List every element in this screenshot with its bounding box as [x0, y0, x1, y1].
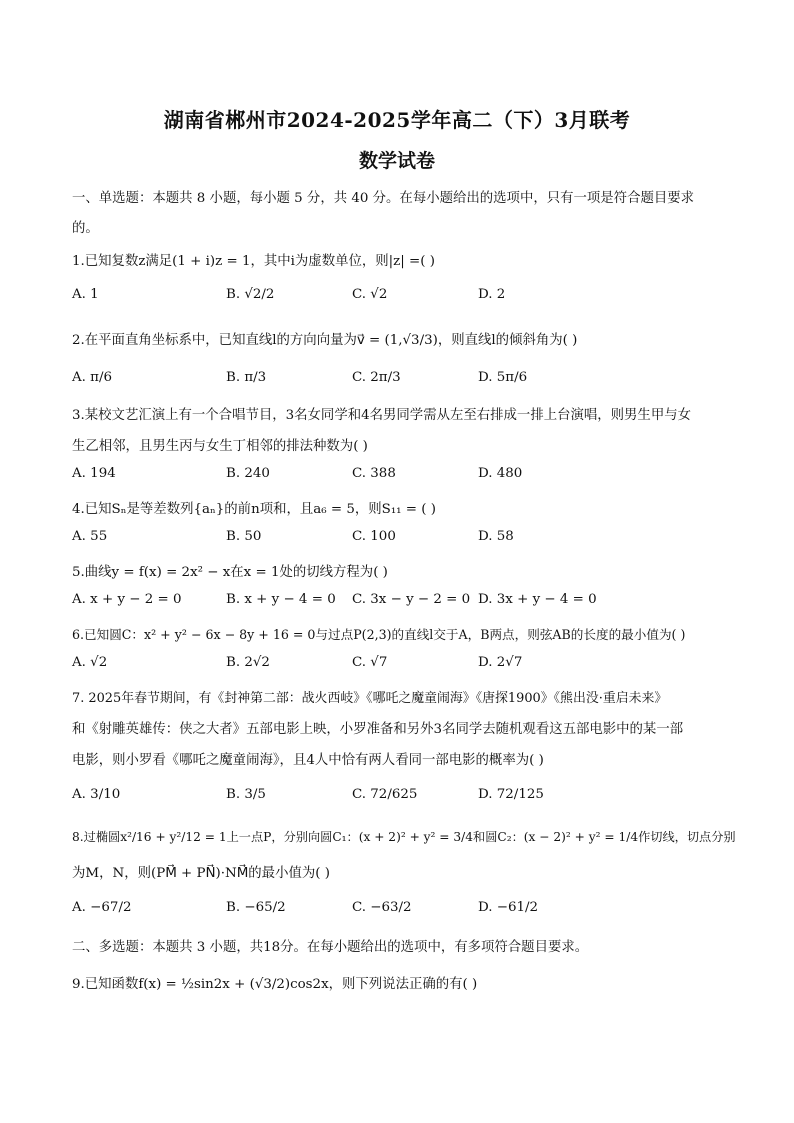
- option-d: D. 2√7: [478, 655, 523, 670]
- question-3-text-line-2: 生乙相邻，且男生丙与女生丁相邻的排法种数为( ): [72, 439, 368, 454]
- option-b: B. 2√2: [226, 655, 270, 670]
- option-d: D. −61/2: [478, 900, 539, 915]
- option-b: B. −65/2: [226, 900, 286, 915]
- question-8-text-line-1: 8.过椭圆x²/16 + y²/12 = 1上一点P，分别向圆C₁：(x + 2)² + y² = 3/4和圆C₂：(x − 2)² + y² = 1/4作切线，切点分别: [72, 830, 736, 844]
- question-6-text: 6.已知圆C：x² + y² − 6x − 8y + 16 = 0与过点P(2,3)的直线l交于A，B两点，则弦AB的长度的最小值为( ): [72, 627, 686, 642]
- option-c: C. 72/625: [352, 787, 418, 802]
- question-2-text: 2.在平面直角坐标系中，已知直线l的方向向量为v⃗ = (1,√3/3)，则直线l的倾斜角为( ): [72, 333, 578, 348]
- option-c: C. 2π/3: [352, 370, 401, 385]
- question-7-text-line-1: 7. 2025年春节期间，有《封神第二部：战火西岐》《哪吒之魔童闹海》《唐探1900》《熊出没·重启未来》: [72, 691, 668, 706]
- option-d: D. 5π/6: [478, 370, 528, 385]
- question-5-options: [72, 592, 732, 614]
- question-3-options: [72, 466, 732, 488]
- question-4-text: 4.已知Sₙ是等差数列{aₙ}的前n项和，且a₆ = 5，则S₁₁ = ( ): [72, 502, 436, 517]
- section-1-heading: 一、单选题：本题共 8 小题，每小题 5 分，共 40 分。在每小题给出的选项中，只有一项是符合题目要求: [72, 191, 695, 206]
- option-d: D. 2: [478, 287, 506, 302]
- option-d: D. 3x + y − 4 = 0: [478, 592, 597, 607]
- option-b: B. √2/2: [226, 287, 275, 302]
- option-d: D. 72/125: [478, 787, 544, 802]
- option-d: D. 58: [478, 529, 514, 544]
- option-d: D. 480: [478, 466, 523, 481]
- option-c: C. 100: [352, 529, 396, 544]
- question-5-text: 5.曲线y = f(x) = 2x² − x在x = 1处的切线方程为( ): [72, 565, 388, 580]
- question-4-options: [72, 529, 732, 551]
- section-1-heading-cont: 的。: [72, 221, 99, 236]
- question-9-text: 9.已知函数f(x) = ½sin2x + (√3/2)cos2x，则下列说法正确的有( ): [72, 977, 478, 992]
- option-c: C. 388: [352, 466, 396, 481]
- question-3-text-line-1: 3.某校文艺汇演上有一个合唱节目，3名女同学和4名男同学需从左至右排成一排上台演唱，则男生甲与女: [72, 408, 691, 423]
- option-c: C. 3x − y − 2 = 0: [352, 592, 471, 607]
- question-8-text-line-2: 为M，N，则(PM⃗ + PN⃗)·NM⃗的最小值为( ): [72, 866, 330, 881]
- option-a: A. 194: [72, 466, 116, 481]
- option-a: A. 3/10: [72, 787, 121, 802]
- option-c: C. √7: [352, 655, 388, 670]
- question-1-text: 1.已知复数z满足(1 + i)z = 1，其中i为虚数单位，则|z| =( ): [72, 254, 435, 269]
- option-a: A. π/6: [72, 370, 113, 385]
- option-a: A. √2: [72, 655, 108, 670]
- option-b: B. x + y − 4 = 0: [226, 592, 336, 607]
- question-7-options: [72, 787, 732, 809]
- option-a: A. −67/2: [72, 900, 132, 915]
- option-c: C. √2: [352, 287, 388, 302]
- option-a: A. x + y − 2 = 0: [72, 592, 182, 607]
- option-b: B. 240: [226, 466, 270, 481]
- question-7-text-line-2: 和《射雕英雄传：侠之大者》五部电影上映，小罗准备和另外3名同学去随机观看这五部电影中的某一部: [72, 722, 684, 737]
- exam-title: 湖南省郴州市2024-2025学年高二（下）3月联考: [163, 108, 631, 132]
- option-b: B. π/3: [226, 370, 267, 385]
- question-6-options: [72, 655, 732, 677]
- option-b: B. 50: [226, 529, 262, 544]
- option-c: C. −63/2: [352, 900, 412, 915]
- question-2-options: [72, 370, 732, 392]
- question-8-options: [72, 900, 732, 922]
- exam-subtitle: 数学试卷: [358, 150, 435, 172]
- section-2-heading: 二、多选题：本题共 3 小题，共18分。在每小题给出的选项中，有多项符合题目要求。: [72, 940, 589, 955]
- question-1-options: [72, 287, 732, 309]
- option-a: A. 1: [72, 287, 99, 302]
- option-b: B. 3/5: [226, 787, 266, 802]
- option-a: A. 55: [72, 529, 108, 544]
- question-7-text-line-3: 电影，则小罗看《哪吒之魔童闹海》，且4人中恰有两人看同一部电影的概率为( ): [72, 753, 544, 768]
